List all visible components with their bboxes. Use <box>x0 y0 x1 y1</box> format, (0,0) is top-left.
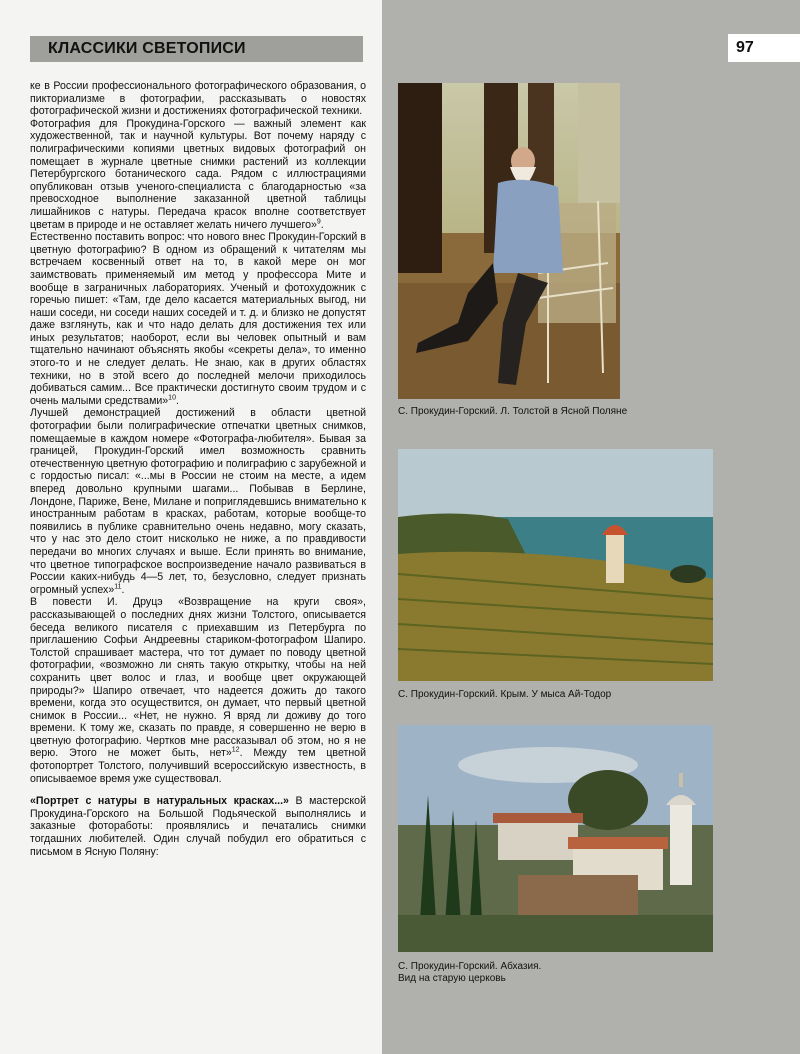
paragraph-text: Лучшей демонстрацией достижений в области цветной фотографии были полиграфические отпечатки цветных снимков, помещаемые в каждом номере «Фотографа-любителя». Бывая за границей, Прокудин-Горский имел возможность сравнить отечественную цветную фотографию и полиграфию с зарубежной и с гордостью писал: «...мы в России не стоим на месте, а идем вперед довольно крупными шагами... Побывав в Берлине, Лондоне, Париже, Вене, Милане и поприглядевшись внимательно к иностранным работам в красках, работам, которые вообще-то появились в публике сравнительно очень недавно, могу сказать, что у нас это дело стоит нисколько не ниже, а по правдивости передачи во многих случаях и выше. Если принять во внимание, что цветное типографское воспроизведение начало развиваться в России каких-нибудь 4—5 лет, то, безусловно, следует признать огромный успех» <box>30 407 366 596</box>
caption-abkhazia-line2: Вид на старую церковь <box>398 973 506 984</box>
caption-crimea: С. Прокудин-Горский. Крым. У мыса Ай-Тодор <box>398 689 612 700</box>
paragraph <box>30 795 366 858</box>
section-title: КЛАССИКИ СВЕТОПИСИ <box>48 40 246 57</box>
paragraph-gap <box>30 785 366 795</box>
paragraph: Фотография для Прокудина-Горского — важный элемент как художественной, так и научной культуры. Вот почему наряду с полиграфическими копиями цветных видовых фотографий он помещает в журнале цветные снимки растений из коллекции Петербургского ботанического сада. Рядом с иллюстрациями опубликован отзыв ученого-специалиста с благодарностью «за превосходное выполнение заказанной цветной таблицы лишайников с натуры. Передача красок вполне соответствует цветам в природе и не оставляет желать ничего лучшего»$^9$. <box>30 117 366 231</box>
caption-abkhazia <box>398 961 718 985</box>
footnote-ref: 9 <box>316 218 321 225</box>
paragraph-text: В мастерской Прокудина-Горского на Большой Подьяческой выполнялись и заказные фотоработы: проявлялись и печатались снимки тогдашних любителей. Один случай побудил его обратиться с письмом в Ясную Поляну: <box>30 795 366 858</box>
paragraph-text: . Между тем цветной фотопортрет Толстого, получивший всероссийскую известность, в описываемое время уже существовал. <box>30 747 366 785</box>
paragraph-text: Фотография для Прокудина-Горского — важный элемент как художественной, так и научной культуры. Вот почему наряду с полиграфическими копиями цветных видовых фотографий он помещает в журнале цветные снимки растений из коллекции Петербургского ботанического сада. Рядом с иллюстрациями опубликован отзыв ученого-специалиста с благодарностью «за превосходное выполнение заказанной цветной таблицы лишайников с натуры. Передача красок вполне соответствует цветам в природе и не оставляет желать ничего лучшего» <box>30 117 366 231</box>
paragraph <box>30 80 366 118</box>
paragraph: Естественно поставить вопрос: что нового внес Прокудин-Горский в цветную фотографию? В одном из обращений к читателям мы встречаем косвенный ответ на то, в какой мере он мог заимствовать применяемый им метод у профессора Мите и вообще в заграничных лабораториях. Ученый и фотохудожник с горечью пишет: «Там, где дело касается материальных выгод, ни наши соседи, ни соседи наших соседей и т. д. и близко не допустят даже взглянуть, как и что надо делать для достижения тех или иных результатов; наоборот, если вы человек опытный и вам тщательно начинают объяснять якобы «секреты дела», то именно этого-то и не следует делать. Не знаю, как в других областях техники, но в этой всего до последней мелочи приходилось добиваться самим... Все практически достигнуто своим трудом и с очень малыми средствами»$^{10}$. <box>30 231 366 407</box>
paragraph-text: В повести И. Друцэ «Возвращение на круги своя», рассказывающей о последних днях жизни Толстого, описывается беседа великого писателя с приехавшим из Петербурга по приглашению Софьи Андреевны стариком-фотографом Шапиро. Толстой спрашивает мастера, что тот думает по поводу цветной фотографии, «возможно ли снять такую открытку, чтобы на ней сохранить цвет волос и глаз, и вообще цвет окружающей природы?» Шапиро отвечает, что надеется дожить до такого времени, когда это осуществится, он думает, что первый цветной снимок в России... «Нет, не нужно. Я вряд ли доживу до того времени. К тому же, сказать по правде, я совершенно не верю в цветную фотографию. Чертков мне рассказывал об этом, но я не верю. Этого не может быть, нет» <box>30 596 366 760</box>
paragraph-text: ке в России профессионального фотографического образования, о пикториализме в фотографии, рассказывать о новостях фотографической жизни и достижениях фотографической техники. <box>30 80 366 118</box>
section-lead: «Портрет с натуры в натуральных красках...» <box>30 795 289 808</box>
paragraph-text: Естественно поставить вопрос: что нового внес Прокудин-Горский в цветную фотографию? В одном из обращений к читателям мы встречаем косвенный ответ на то, в какой мере он мог заимствовать применяемый им метод у профессора Мите и вообще в заграничных лабораториях. Ученый и фотохудожник с горечью пишет: «Там, где дело касается материальных выгод, ни наши соседи, ни соседи наших соседей и т. д. и близко не допустят даже взглянуть, как и что надо делать для достижения тех или иных результатов; наоборот, если вы человек опытный и вам тщательно начинают объяснять якобы «секреты дела», то именно этого-то и не следует делать. Не знаю, как в других областях техники, но в этой всего до последней мелочи приходилось добиваться самим... Все практически достигнуто своим трудом и с очень малыми средствами» <box>30 231 366 407</box>
photo-abkhazia <box>398 725 713 952</box>
footnote-ref: 12 <box>231 746 240 754</box>
photo-crimea <box>398 449 713 681</box>
footnote-ref: 11 <box>114 583 122 591</box>
photo-crimea-image <box>398 449 713 681</box>
paragraph <box>30 596 366 785</box>
page-number: 97 <box>736 39 754 56</box>
photo-tolstoy-image <box>398 83 620 399</box>
photo-tolstoy <box>398 83 620 399</box>
paragraph: Лучшей демонстрацией достижений в области цветной фотографии были полиграфические отпечатки цветных снимков, помещаемые в каждом номере «Фотографа-любителя». Бывая за границей, Прокудин-Горский имел возможность сравнить отечественную цветную фотографию и полиграфию с зарубежной и с гордостью писал: «...мы в России не стоим на месте, а идем вперед довольно крупными шагами... Побывав в Берлине, Лондоне, Париже, Вене, Милане и поприглядевшись внимательно к иностранным работам в красках, работам, которые вообще-то появились в публике сравнительно очень недавно, могу сказать, что у нас это дело стоит нисколько не ниже, а по правдивости передачи во многих случаях и выше. Если принять во внимание, что цветное типографское воспроизведение начало развиваться в России каких-нибудь 4—5 лет, то, безусловно, следует признать огромный успех»$^{11}$. <box>30 407 366 596</box>
footnote-ref: 10 <box>168 394 176 402</box>
article-body <box>30 80 366 858</box>
caption-tolstoy: С. Прокудин-Горский. Л. Толстой в Ясной Поляне <box>398 406 628 417</box>
photo-abkhazia-image <box>398 725 713 952</box>
caption-abkhazia-line1: С. Прокудин-Горский. Абхазия. <box>398 961 542 972</box>
